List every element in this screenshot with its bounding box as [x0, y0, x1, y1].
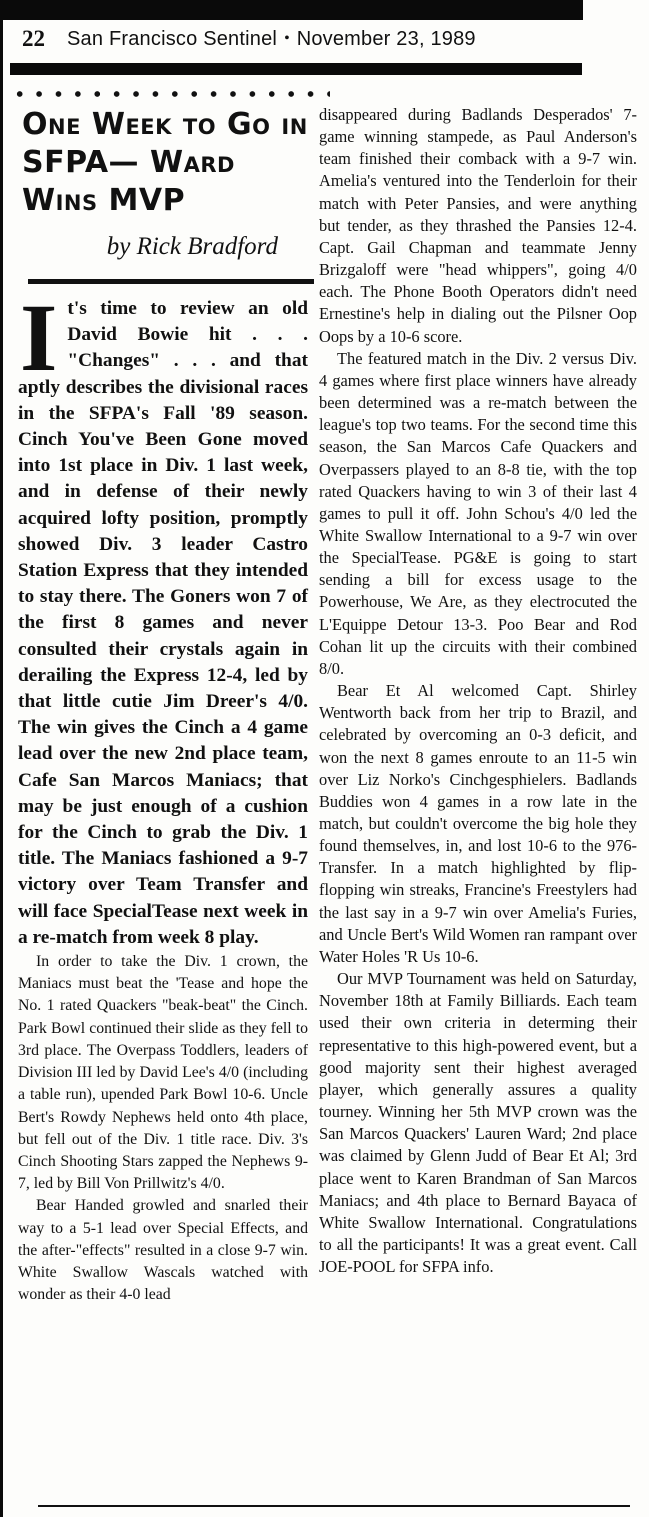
column-2-body [319, 104, 637, 1278]
masthead-underbar [10, 63, 582, 75]
column-1-body [18, 951, 308, 1306]
column-1 [18, 106, 308, 1306]
body-paragraph: Our MVP Tournament was held on Saturday, November 18th at Family Billiards. Each team used their own criteria in determing their representative to this high-powered event, but a good majority sent their highest averaged player, which generally assures a quality tourney. Winning her 5th MVP crown was the San Marcos Quackers' Lauren Ward; 2nd place was claimed by Glenn Judd of Bear Et Al; 3rd place went to Karen Brandman of San Marcos Maniacs; and 4th place to Bernard Bayaca of White Swallow International. Congratulations to all the participants! It was a great event. Call JOE-POOL for SFPA info. [319, 969, 637, 1277]
headline: One Week to Go in SFPA— Ward Wins MVP [22, 107, 308, 218]
issue-date: November 23, 1989 [296, 27, 476, 50]
left-margin-rule [0, 0, 3, 1517]
byline: by Rick Bradford [106, 233, 278, 260]
masthead [22, 24, 582, 54]
body-paragraph: In order to take the Div. 1 crown, the Maniacs must beat the 'Tease and hope the No. 1 rated Quackers "beak-beat" the Cinch. Park Bowl continued their slide as they fell to 3rd place. The Overpass Toddlers, leaders of Division III led by David Lee's 4/0 (including a table run), upended Park Bowl 10-6. Uncle Bert's Rowdy Nephews held onto 4th place, but fell out of the Div. 1 title race. Div. 3's Cinch Shooting Stars zapped the Nephews 9-7, led by Bill Von Prillwitz's 4/0. [18, 953, 308, 1193]
dotted-rule [10, 90, 330, 98]
page-number: 22 [22, 26, 45, 51]
masthead-separator: • [284, 30, 290, 47]
publication-name: San Francisco Sentinel [67, 27, 278, 50]
body-paragraph: The featured match in the Div. 2 versus Div. 4 games where first place winners have already been determined was a re-match between the league's top two teams. For the second time this season, the San Marcos Cafe Quackers and Overpassers played to an 8-8 tie, with the top rated Quackers having to win 3 of their last 4 games to pull it off. John Schou's 4/0 led the White Swallow International to a 9-7 win over the SpecialTease. PG&E is going to start sending a bill for excess usage to the Powerhouse, We Are, as they electrocuted the L'Equippe Detour 13-3. Poo Bear and Rod Cohan lit up the circuits with their combined 8/0. [319, 348, 637, 678]
continued-paragraph: disappeared during Badlands Desperados' 7-game winning stampede, as Paul Anderson's team finished their comback with a 9-7 win. Amelia's ventured into the Tenderloin for their match with Peter Pansies, and were anything but tender, as they thrashed the Pansies 12-4. Capt. Gail Chapman and teammate Jenny Brizgaloff were "head whippers", going 4/0 each. The Phone Booth Operators didn't need Ernestine's help in dialing out the Pilsner Oop Oops by a 10-6 score. [319, 105, 637, 346]
body-paragraph: Bear Et Al welcomed Capt. Shirley Wentworth back from her trip to Brazil, and celebrated by overcoming an 0-3 deficit, and won the next 8 games enroute to an 11-5 win over Liz Norko's Cinchgesphielers. Badlands Buddies won 4 games in a row late in the match, but couldn't overcome the big hole they found themselves, in, and lost 10-6 to the 976-Transfer. In a match highlighted by flip-flopping win streaks, Francine's Freestylers had the last say in a 9-7 win over Amelia's Furies, and Uncle Bert's Wild Women ran rampant over Water Holes 'R Us 10-6. [319, 681, 637, 966]
headline-rule [28, 279, 314, 284]
column-2 [319, 104, 637, 1278]
top-black-bar [0, 0, 583, 20]
lead-paragraph [18, 284, 308, 951]
lead-text: t's time to review an old David Bowie hit . . . "Changes" . . . and that aptly describes the divisional races in the SFPA's Fall '89 season. Cinch You've Been Gone moved into 1st place in Div. 1 last week, and in defense of their newly acquired lofty position, promptly showed Div. 3 leader Castro Station Express that they intended to stay there. The Goners won 7 of the first 8 games and never consulted their crystals again in derailing the Express 12-4, led by that little cutie Jim Dreer's 4/0. The win gives the Cinch a 4 game lead over the new 2nd place team, Cafe San Marcos Maniacs; that may be just enough of a cushion for the Cinch to grab the Div. 1 title. The Maniacs fashioned a 9-7 victory over Team Transfer and will face SpecialTease next week in a re-match from week 8 play. [18, 298, 308, 948]
drop-cap: I [20, 284, 58, 391]
bottom-rule [38, 1505, 630, 1507]
body-paragraph: Bear Handed growled and snarled their way to a 5-1 lead over Special Effects, and the after-"effects" resulted in a close 9-7 win. White Swallow Wascals watched with wonder as their 4-0 lead [18, 1197, 308, 1304]
